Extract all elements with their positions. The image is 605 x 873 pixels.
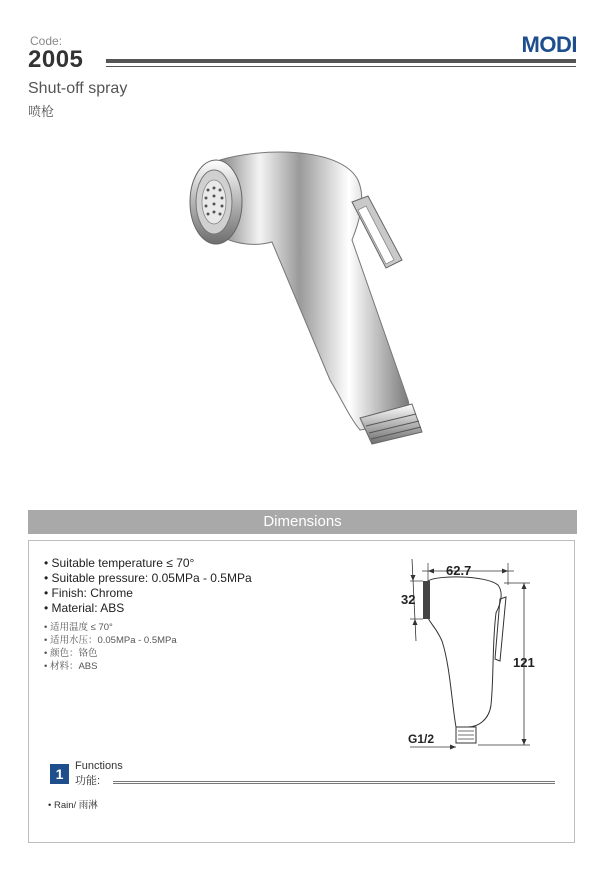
functions-number-badge: 1 xyxy=(50,764,69,784)
spray-head-face xyxy=(423,581,430,619)
spec-finish-cn: • 颜色：铬色 xyxy=(44,647,177,660)
product-title: Shut-off spray xyxy=(28,80,128,97)
spec-material: • Material: ABS xyxy=(44,601,252,616)
trigger-outline xyxy=(495,597,506,661)
spec-temperature: • Suitable temperature ≤ 70° xyxy=(44,556,252,571)
functions-rule xyxy=(113,781,555,784)
product-photo xyxy=(180,150,430,460)
spec-temperature-cn: • 适用温度 ≤ 70° xyxy=(44,621,177,634)
dim-height: 121 xyxy=(513,655,535,670)
spec-finish: • Finish: Chrome xyxy=(44,586,252,601)
product-title-cn: 喷枪 xyxy=(28,104,55,119)
dim-thread: G1/2 xyxy=(408,732,435,746)
product-code: 2005 xyxy=(28,46,84,73)
dim-width: 62.7 xyxy=(446,563,472,578)
dim-head: 32 xyxy=(401,592,416,607)
function-item-rain: • Rain/ 雨淋 xyxy=(48,797,98,811)
spec-pressure-cn: • 适用水压：0.05MPa - 0.5MPa xyxy=(44,634,177,647)
header-rule-thin xyxy=(106,66,576,67)
specs-list xyxy=(44,556,252,616)
spec-pressure: • Suitable pressure: 0.05MPa - 0.5MPa xyxy=(44,571,252,586)
functions-title-cn: 功能: xyxy=(75,775,101,787)
code-label: Code: xyxy=(30,34,63,48)
functions-title: Functions xyxy=(75,760,123,772)
specs-list-cn xyxy=(44,621,177,673)
dimension-drawing xyxy=(396,555,556,755)
header-rule xyxy=(106,59,576,63)
brand-logo: MODI xyxy=(521,32,577,57)
dimensions-heading: Dimensions xyxy=(28,510,577,534)
spec-material-cn: • 材料：ABS xyxy=(44,660,177,673)
